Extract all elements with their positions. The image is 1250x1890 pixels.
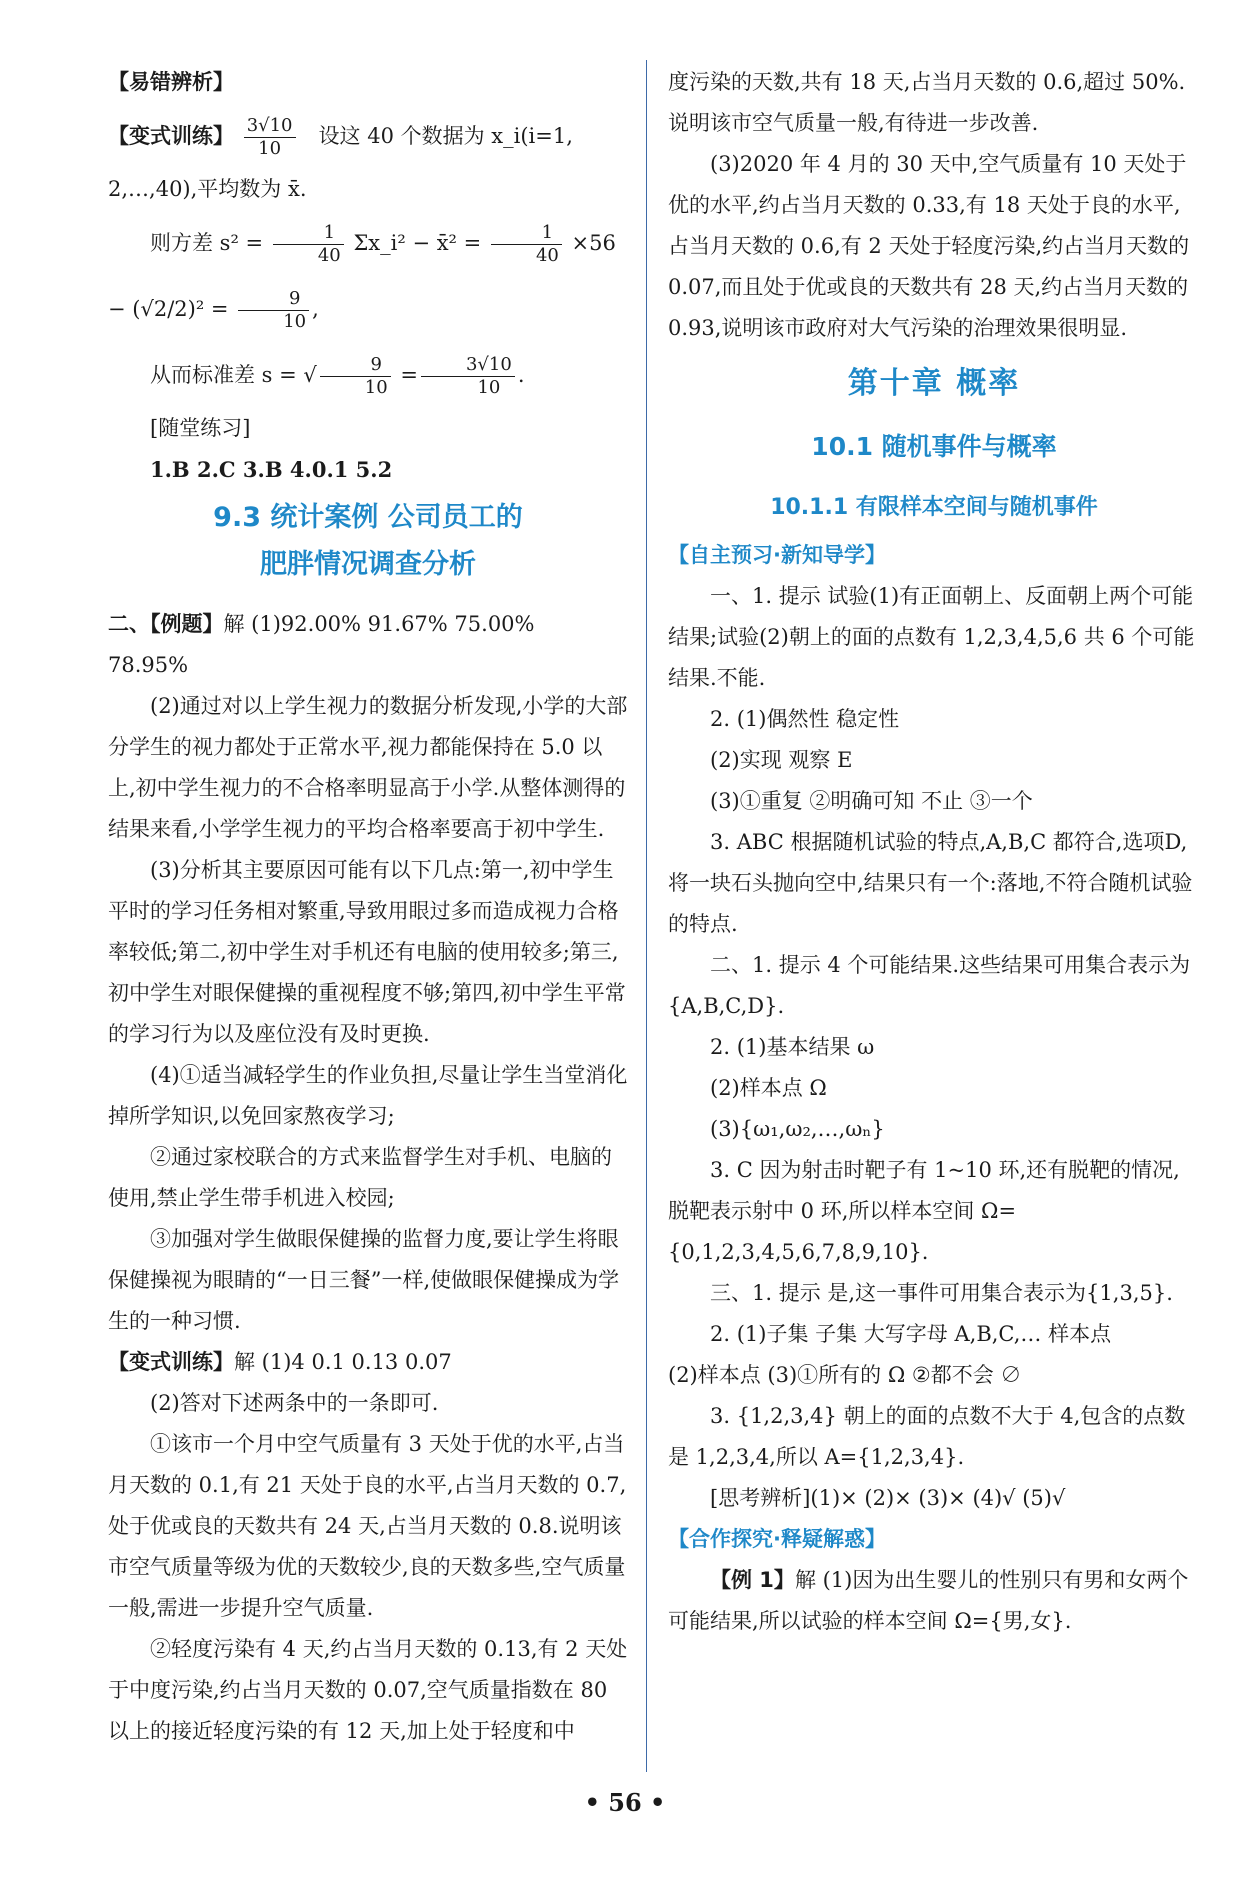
hezuo-heading: 【合作探究·释疑解惑】 <box>668 1527 886 1551</box>
section-10-1-1-title: 10.1.1 有限样本空间与随机事件 <box>770 495 1098 520</box>
part2-item3: 3. C 因为射击时靶子有 1~10 环,还有脱靶的情况,脱靶表示射中 0 环,所以样本空间 Ω={0,1,2,3,4,5,6,7,8,9,10}. <box>668 1158 1180 1264</box>
part2-item2-3: (3){ω₁,ω₂,…,ωₙ} <box>710 1117 885 1141</box>
std-formula: 从而标准差 s = √ $\frac{9}{10}$ = $\frac{3√10}{10}$ . <box>150 354 525 398</box>
part3-item1: 三、1. 提示 是,这一事件可用集合表示为{1,3,5}. <box>710 1281 1173 1305</box>
section-9-3-title: 9.3 统计案例 公司员工的 肥胖情况调查分析 <box>213 502 523 580</box>
part1-item3: 3. ABC 根据随机试验的特点,A,B,C 都符合,选项D,将一块石头抛向空中,结果只有一个:落地,不符合随机试验的特点. <box>668 830 1193 936</box>
q2-option-b: ②轻度污染有 4 天,约占当月天数的 0.13,有 2 天处于中度污染,约占当月天数的 0.07,空气质量指数在 80 以上的接近轻度污染的有 12 天,加上处于轻度和中 <box>108 1637 628 1743</box>
paragraph-4a: (4)①适当减轻学生的作业负担,尽量让学生当堂消化掉所学知识,以免回家熬夜学习; <box>108 1063 628 1128</box>
suitang-heading: [随堂练习] <box>150 416 251 440</box>
liti-answer-cont: 78.95% <box>108 653 189 677</box>
bianshi-line-2: 2,…,40),平均数为 x̄. <box>108 177 307 201</box>
yicuo-heading: 【易错辨析】 <box>108 70 234 94</box>
part1-item2-3: (3)①重复 ②明确可知 不止 ③一个 <box>710 789 1033 813</box>
paragraph-4b: ②通过家校联合的方式来监督学生对手机、电脑的使用,禁止学生带手机进入校园; <box>108 1145 612 1210</box>
suitang-answers: 1.B 2.C 3.B 4.0.1 5.2 <box>150 457 393 482</box>
paragraph-4c: ③加强对学生做眼保健操的监督力度,要让学生将眼保健操视为眼睛的“一日三餐”一样,使做眼保健操成为学生的一种习惯. <box>108 1227 620 1333</box>
part3-item3: 3. {1,2,3,4} 朝上的面的点数不大于 4,包含的点数是 1,2,3,4,所以 A={1,2,3,4}. <box>668 1404 1186 1469</box>
liti-answer: 二、【例题】解 (1)92.00% 91.67% 75.00% <box>108 612 535 636</box>
part1-item1: 一、1. 提示 试验(1)有正面朝上、反面朝上两个可能结果;试验(2)朝上的面的点数有 1,2,3,4,5,6 共 6 个可能结果.不能. <box>668 584 1195 690</box>
part2-item2-2: (2)样本点 Ω <box>710 1076 827 1100</box>
q2-option-a: ①该市一个月中空气质量有 3 天处于优的水平,占当月天数的 0.1,有 21 天处于良的水平,占当月天数的 0.7,处于优或良的天数共有 24 天,占当月天数的 0.8.说明该市空气质量等级为优的天数较少,良的天数多些,空气质量一般,需进一步提升空气质量. <box>108 1432 627 1620</box>
zizhu-heading: 【自主预习·新知导学】 <box>668 543 886 567</box>
part1-item2-1: 2. (1)偶然性 稳定性 <box>710 707 900 731</box>
bianshi-answer-2: 【变式训练】解 (1)4 0.1 0.13 0.07 <box>108 1350 452 1374</box>
sikao-answers: [思考辨析](1)× (2)× (3)× (4)√ (5)√ <box>710 1486 1066 1510</box>
answer-fraction: $\frac{3√10}{10}$ <box>244 115 296 160</box>
bianshi-label: 【变式训练】 <box>108 124 234 148</box>
right-column <box>668 62 1200 1642</box>
part2-item2-1: 2. (1)基本结果 ω <box>710 1035 875 1059</box>
left-column <box>108 62 628 1752</box>
paragraph-3-right: (3)2020 年 4 月的 30 天中,空气质量有 10 天处于优的水平,约占当月天数的 0.33,有 18 天处于良的水平,占当月天数的 0.6,有 2 天处于轻度污染,约占当月天数的 0.07,而且处于优或良的天数共有 28 天,约占当月天数的 0.93,说明该市政府对大气污染的治理效果很明显. <box>668 152 1190 340</box>
bianshi-line-1: 设这 40 个数据为 x_i(i=1, <box>318 124 573 148</box>
part3-item2-1: 2. (1)子集 子集 大写字母 A,B,C,… 样本点 <box>710 1322 1112 1346</box>
part3-item2-2: (2)样本点 (3)①所有的 Ω ②都不会 ∅ <box>668 1363 1022 1387</box>
page-number: • 56 • <box>584 1788 666 1817</box>
variance-formula: 则方差 s² = $\frac{1}{40}$ Σx_i² − x̄² = $\frac{1}{40}$ ×56 − (√2/2)² = $\frac{9}{10}$ , <box>108 222 616 332</box>
paragraph-3: (3)分析其主要原因可能有以下几点:第一,初中学生平时的学习任务相对繁重,导致用眼过多而造成视力合格率较低;第二,初中学生对手机还有电脑的使用较多;第三,初中学生对眼保健操的重视程度不够;第四,初中学生平常的学习行为以及座位没有及时更换. <box>108 858 626 1046</box>
column-divider <box>646 60 647 1772</box>
continued-paragraph: 度污染的天数,共有 18 天,占当月天数的 0.6,超过 50%.说明该市空气质量一般,有待进一步改善. <box>668 70 1186 135</box>
paragraph-2: (2)通过对以上学生视力的数据分析发现,小学的大部分学生的视力都处于正常水平,视力都能保持在 5.0 以上,初中学生视力的不合格率明显高于小学.从整体测得的结果来看,小学学生视力的平均合格率要高于初中学生. <box>108 694 628 841</box>
bianshi-answer-1 <box>108 103 628 169</box>
example-1: 【例 1】解 (1)因为出生婴儿的性别只有男和女两个可能结果,所以试验的样本空间 Ω={男,女}. <box>668 1568 1189 1633</box>
section-10-1-title: 10.1 随机事件与概率 <box>811 432 1057 461</box>
chapter-title: 第十章 概率 <box>847 366 1021 401</box>
part2-item1: 二、1. 提示 4 个可能结果.这些结果可用集合表示为{A,B,C,D}. <box>668 953 1191 1018</box>
part1-item2-2: (2)实现 观察 E <box>710 748 853 772</box>
q2-intro: (2)答对下述两条中的一条即可. <box>150 1391 439 1415</box>
